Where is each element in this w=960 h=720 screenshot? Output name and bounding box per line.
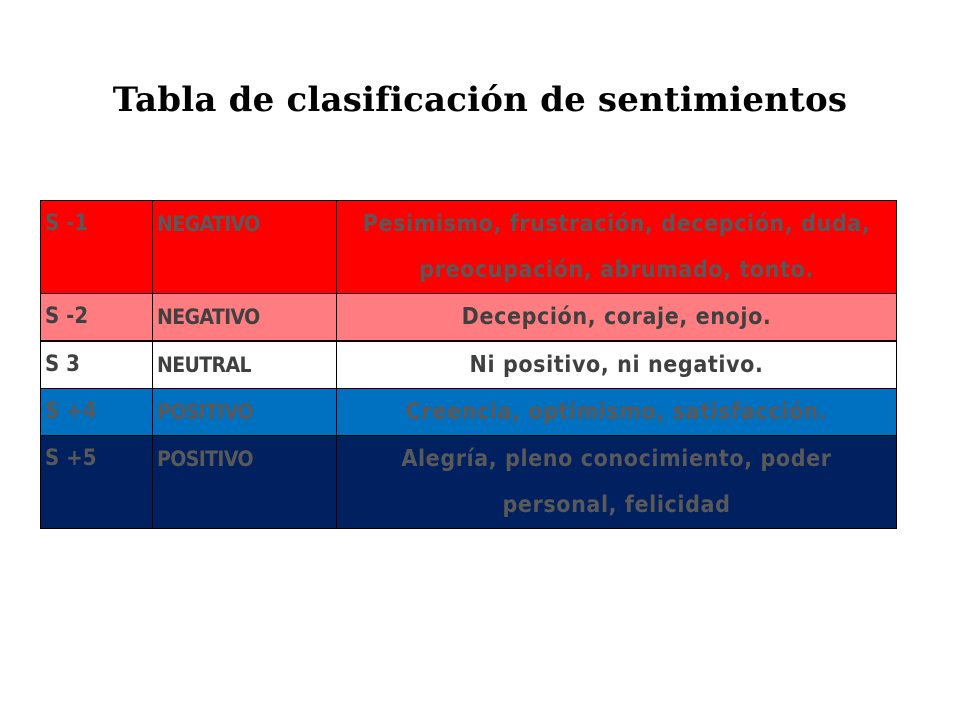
sentiment-class-cell: POSITIVO — [153, 389, 337, 436]
table-row — [41, 389, 897, 436]
sentiment-code-cell: S +4 — [41, 389, 153, 436]
table-row — [41, 294, 897, 342]
sentiment-description-cell: Pesimismo, frustración, decepción, duda, preocupación, abrumado, tonto. — [337, 201, 897, 294]
sentiment-code-cell: S +5 — [41, 436, 153, 529]
sentiment-class-cell: NEUTRAL — [153, 341, 337, 389]
sentiment-class-cell: POSITIVO — [153, 436, 337, 529]
sentiment-class-cell: NEGATIVO — [153, 201, 337, 294]
sentiment-class-cell: NEGATIVO — [153, 294, 337, 342]
sentiment-classification-table — [40, 200, 897, 529]
sentiment-description-cell: Ni positivo, ni negativo. — [337, 341, 897, 389]
sentiment-description-cell: Creencia, optimismo, satisfacción. — [337, 389, 897, 436]
table-row — [41, 341, 897, 389]
page-title: Tabla de clasificación de sentimientos — [112, 80, 848, 120]
table-row — [41, 436, 897, 529]
sentiment-code-cell: S 3 — [41, 341, 153, 389]
table-row — [41, 201, 897, 294]
sentiment-description-cell: Decepción, coraje, enojo. — [337, 294, 897, 342]
sentiment-description-cell: Alegría, pleno conocimiento, poder personal, felicidad — [337, 436, 897, 529]
sentiment-code-cell: S -1 — [41, 201, 153, 294]
sentiment-code-cell: S -2 — [41, 294, 153, 342]
